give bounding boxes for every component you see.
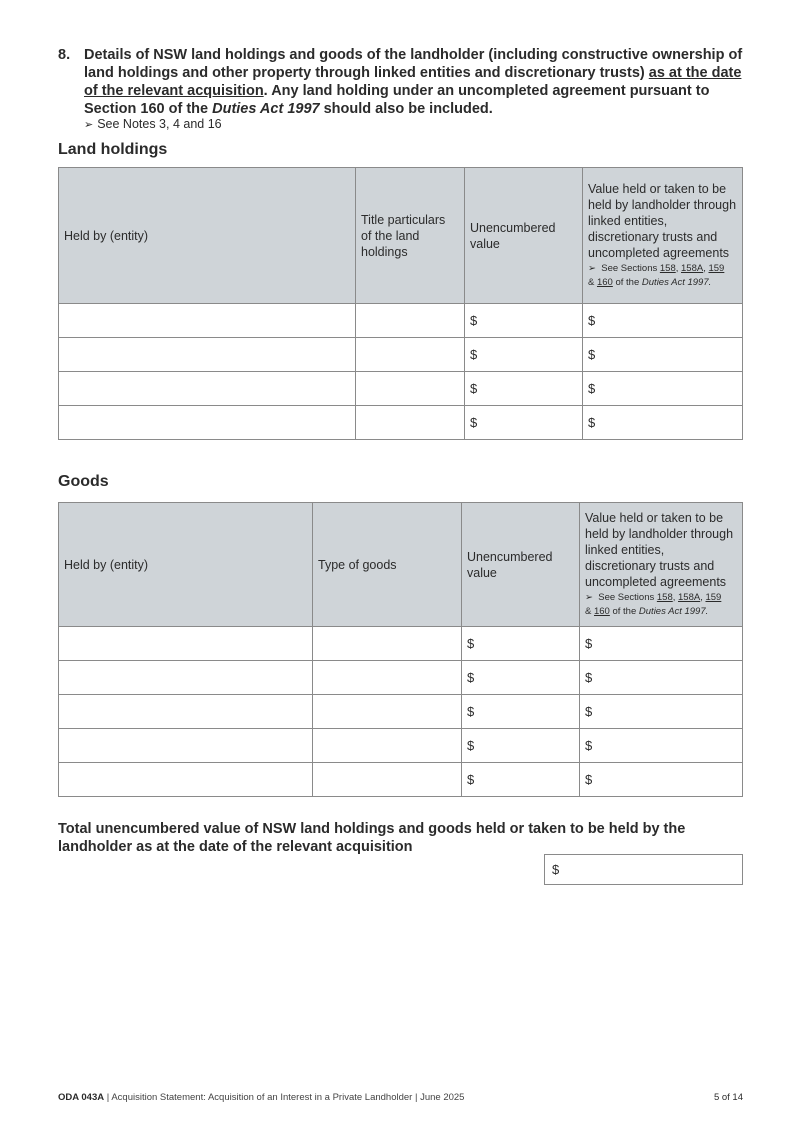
unencumbered-value-input[interactable] <box>465 372 583 406</box>
currency-symbol: $ <box>588 313 596 328</box>
page-number: 5 of 14 <box>713 1092 743 1103</box>
held-by-input[interactable] <box>59 406 356 440</box>
section-160-link[interactable]: 160 <box>593 606 610 617</box>
currency-symbol: $ <box>585 636 593 651</box>
table-row <box>59 304 743 338</box>
currency-symbol: $ <box>470 381 478 396</box>
sections-note <box>585 591 737 619</box>
page-footer <box>58 1092 743 1103</box>
currency-symbol: $ <box>585 670 593 685</box>
sections-ampersand: & <box>588 277 597 288</box>
col-linked-value <box>580 503 743 627</box>
currency-symbol: $ <box>552 862 560 877</box>
col-held-by: Held by (entity) <box>59 168 356 304</box>
table-row <box>59 763 743 797</box>
sections-separator: , <box>675 263 682 274</box>
currency-symbol: $ <box>585 704 593 719</box>
held-by-input[interactable] <box>59 627 313 661</box>
table-row <box>59 406 743 440</box>
goods-header-row <box>59 503 743 627</box>
linked-value-input[interactable] <box>583 406 743 440</box>
title-particulars-input[interactable] <box>356 304 465 338</box>
linked-value-input[interactable] <box>583 304 743 338</box>
sections-act-name: Duties Act 1997. <box>641 277 712 288</box>
held-by-input[interactable] <box>59 695 313 729</box>
section-158-link[interactable]: 158 <box>659 263 676 274</box>
col-title-particulars: Title particulars of the land holdings <box>356 168 465 304</box>
col-held-by: Held by (entity) <box>59 503 313 627</box>
table-row <box>59 695 743 729</box>
unencumbered-value-input[interactable] <box>462 695 580 729</box>
held-by-input[interactable] <box>59 763 313 797</box>
land-holdings-header-row <box>59 168 743 304</box>
footer-text: | Acquisition Statement: Acquisition of an Interest in a Private Landholder | June 2025 <box>104 1092 465 1103</box>
linked-value-input[interactable] <box>580 661 743 695</box>
title-particulars-input[interactable] <box>356 338 465 372</box>
linked-value-input[interactable] <box>580 729 743 763</box>
title-particulars-input[interactable] <box>356 406 465 440</box>
land-holdings-heading: Land holdings <box>58 141 168 158</box>
col-unencumbered-value: Unencumbered value <box>465 168 583 304</box>
currency-symbol: $ <box>588 381 596 396</box>
currency-symbol: $ <box>585 738 593 753</box>
linked-value-input[interactable] <box>580 695 743 729</box>
unencumbered-value-input[interactable] <box>465 406 583 440</box>
sections-of-the: of the <box>612 277 642 288</box>
section-159-link[interactable]: 159 <box>705 592 722 603</box>
question-8 <box>58 46 748 118</box>
form-code: ODA 043A <box>58 1092 105 1103</box>
currency-symbol: $ <box>470 415 478 430</box>
question-number: 8. <box>58 47 71 63</box>
type-of-goods-input[interactable] <box>313 627 462 661</box>
sections-act-name: Duties Act 1997. <box>638 606 709 617</box>
currency-symbol: $ <box>470 313 478 328</box>
question-text-part-2: . Any land holding under an uncompleted agreement pursuant to Section 160 of the <box>84 83 710 117</box>
linked-value-input[interactable] <box>583 338 743 372</box>
total-label: Total unencumbered value of NSW land holdings and goods held or taken to be held by the landholder as at the date of the relevant acquisition <box>58 821 686 855</box>
type-of-goods-input[interactable] <box>313 695 462 729</box>
total-value-input[interactable] <box>544 854 743 885</box>
linked-value-input[interactable] <box>583 372 743 406</box>
goods-table <box>58 502 743 797</box>
table-row <box>59 627 743 661</box>
held-by-input[interactable] <box>59 729 313 763</box>
table-row <box>59 661 743 695</box>
unencumbered-value-input[interactable] <box>462 729 580 763</box>
currency-symbol: $ <box>467 738 475 753</box>
currency-symbol: $ <box>588 415 596 430</box>
held-by-input[interactable] <box>59 661 313 695</box>
sections-separator: , <box>672 592 679 603</box>
section-158-link[interactable]: 158 <box>656 592 673 603</box>
type-of-goods-input[interactable] <box>313 729 462 763</box>
unencumbered-value-input[interactable] <box>462 661 580 695</box>
question-text-part-3: should also be included. <box>319 101 493 117</box>
type-of-goods-input[interactable] <box>313 661 462 695</box>
col-linked-value <box>583 168 743 304</box>
col-linked-value-label: Value held or taken to be held by landholder through linked entities, discretionary trusts and uncompleted agreements <box>585 511 734 589</box>
currency-symbol: $ <box>588 347 596 362</box>
section-159-link[interactable]: 159 <box>708 263 725 274</box>
section-160-link[interactable]: 160 <box>596 277 613 288</box>
sections-separator: , <box>703 263 709 274</box>
sections-ampersand: & <box>585 606 594 617</box>
sections-prefix: See Sections <box>601 263 660 274</box>
currency-symbol: $ <box>467 772 475 787</box>
table-row <box>59 372 743 406</box>
goods-heading: Goods <box>58 473 109 490</box>
unencumbered-value-input[interactable] <box>462 763 580 797</box>
sections-of-the: of the <box>609 606 639 617</box>
currency-symbol: $ <box>467 704 475 719</box>
arrow-bullet-icon: ➢ <box>588 263 596 274</box>
question-note-text: See Notes 3, 4 and 16 <box>97 117 222 131</box>
linked-value-input[interactable] <box>580 763 743 797</box>
col-type-of-goods: Type of goods <box>313 503 462 627</box>
section-158a-link[interactable]: 158A <box>678 592 701 603</box>
held-by-input[interactable] <box>59 338 356 372</box>
currency-symbol: $ <box>467 670 475 685</box>
held-by-input[interactable] <box>59 304 356 338</box>
question-text <box>84 46 748 118</box>
table-row <box>59 338 743 372</box>
currency-symbol: $ <box>467 636 475 651</box>
currency-symbol: $ <box>585 772 593 787</box>
unencumbered-value-input[interactable] <box>462 627 580 661</box>
table-row <box>59 729 743 763</box>
sections-separator: , <box>700 592 706 603</box>
question-text-underlined: as at the date of the relevant acquisition <box>84 65 742 99</box>
held-by-input[interactable] <box>59 372 356 406</box>
sections-note <box>588 262 737 290</box>
arrow-bullet-icon: ➢ <box>585 592 593 603</box>
arrow-bullet-icon: ➢ <box>84 119 94 131</box>
col-unencumbered-value: Unencumbered value <box>462 503 580 627</box>
land-holdings-table <box>58 167 743 440</box>
unencumbered-value-input[interactable] <box>465 304 583 338</box>
col-linked-value-label: Value held or taken to be held by landholder through linked entities, discretionary trusts and uncompleted agreements <box>588 182 737 260</box>
unencumbered-value-input[interactable] <box>465 338 583 372</box>
question-text-act: Duties Act 1997 <box>212 101 320 117</box>
type-of-goods-input[interactable] <box>313 763 462 797</box>
title-particulars-input[interactable] <box>356 372 465 406</box>
question-note <box>84 117 222 131</box>
sections-prefix: See Sections <box>598 592 657 603</box>
linked-value-input[interactable] <box>580 627 743 661</box>
question-text-part-1: Details of NSW land holdings and goods of the landholder (including constructive ownership of land holdings and other property through linked entities and discretionary trusts) <box>84 47 743 81</box>
currency-symbol: $ <box>470 347 478 362</box>
section-158a-link[interactable]: 158A <box>681 263 704 274</box>
